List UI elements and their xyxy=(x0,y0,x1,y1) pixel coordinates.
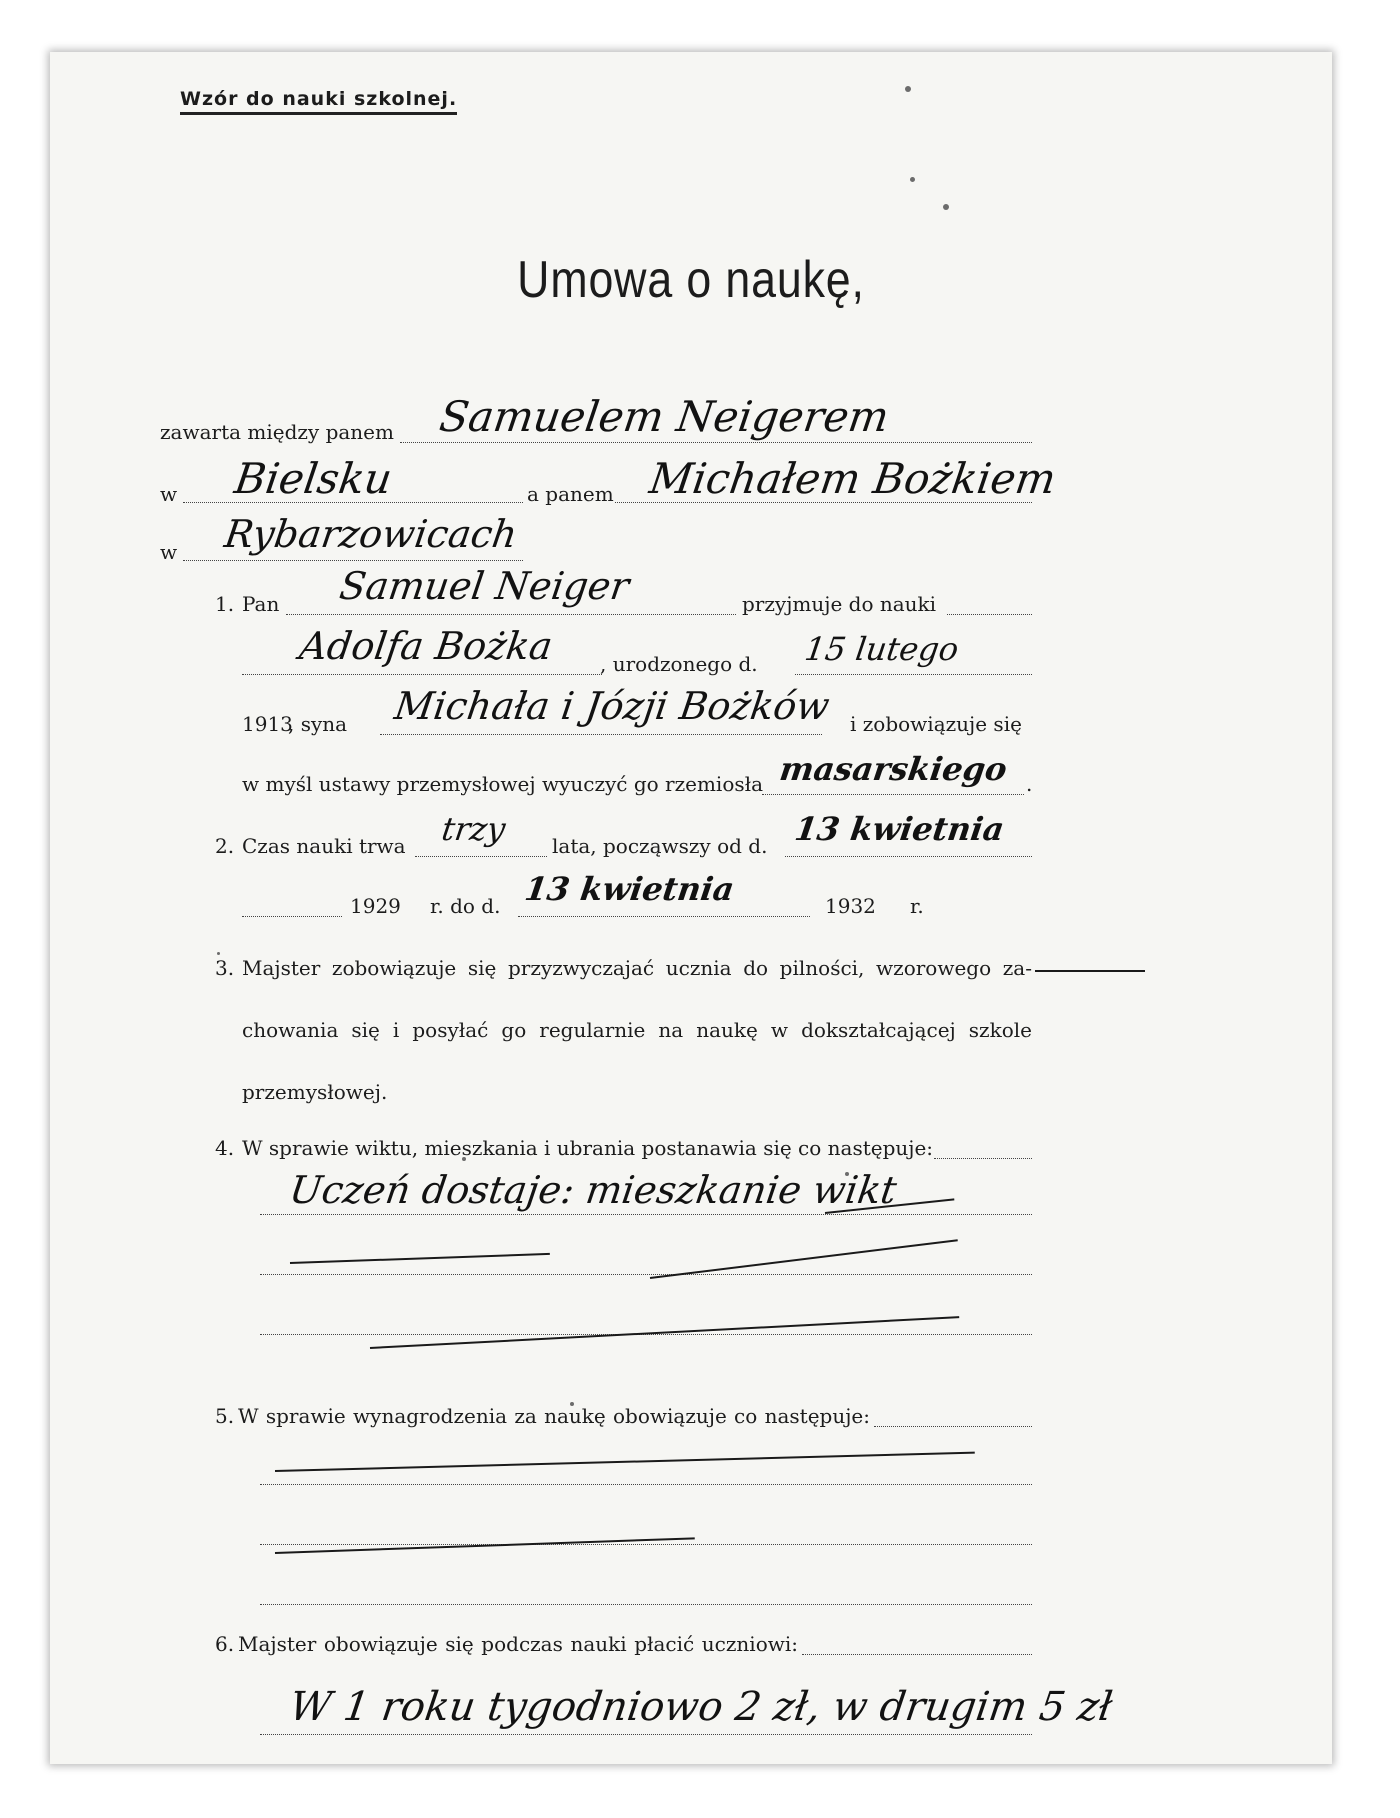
field-line xyxy=(934,1158,1032,1159)
p3-line-1: Majster zobowiązuje się przyzwyczajać ucznia do pilności, wzorowego za- xyxy=(242,956,1032,980)
field-line xyxy=(795,674,1032,675)
master-name-field: Samuelem Neigerem xyxy=(436,392,892,441)
field-line xyxy=(947,614,1032,615)
field-line xyxy=(400,442,1032,443)
p4-label: W sprawie wiktu, mieszkania i ubrania postanawia się co następuje: xyxy=(242,1136,934,1160)
field-line xyxy=(380,734,822,735)
p1-pan-label: Pan xyxy=(242,592,280,616)
p1-end-dot: . xyxy=(1026,772,1033,796)
p1-birth-date-field: 15 lutego xyxy=(802,630,961,668)
paper-speck xyxy=(910,177,915,182)
p1-trade-field: masarskiego xyxy=(777,750,1010,788)
field-line xyxy=(802,1654,1032,1655)
p1-birth-year: 1913 xyxy=(242,712,293,736)
p3-line-3: przemysłowej. xyxy=(242,1080,388,1104)
field-line xyxy=(874,1426,1032,1427)
p2-end-date-field: 13 kwietnia xyxy=(522,870,737,908)
p6-label: Majster obowiązuje się podczas nauki płacić uczniowi: xyxy=(238,1632,798,1656)
p2-duration-field: trzy xyxy=(439,810,508,848)
p2-label: Czas nauki trwa xyxy=(242,834,406,858)
field-line xyxy=(415,856,547,857)
p2-number: 2. xyxy=(215,834,235,858)
w-label: w xyxy=(160,482,178,506)
paper-speck xyxy=(943,204,949,210)
field-line xyxy=(183,560,523,561)
master-town-field: Bielsku xyxy=(231,454,396,503)
field-line xyxy=(518,916,810,917)
p1-born-label: , urodzonego d. xyxy=(600,652,758,676)
document-title: Umowa o naukę, xyxy=(517,251,865,309)
and-label: a panem xyxy=(527,482,614,506)
p6-handwritten-field: W 1 roku tygodniowo 2 zł, w drugim 5 zł xyxy=(286,1684,1116,1730)
p2-r-label: r. xyxy=(910,894,924,918)
p5-number: 5. xyxy=(215,1404,235,1428)
field-line xyxy=(242,674,602,675)
field-line xyxy=(260,1214,1032,1215)
p2-years-from-label: lata, począwszy od d. xyxy=(552,834,768,858)
p2-start-date-field: 13 kwietnia xyxy=(792,810,1007,848)
handwritten-stroke xyxy=(275,1452,975,1472)
intro-label: zawarta między panem xyxy=(160,420,394,444)
p2-end-year: 1932 xyxy=(825,894,876,918)
w-label-2: w xyxy=(160,540,178,564)
paper-speck xyxy=(217,952,220,955)
field-line xyxy=(260,1274,1032,1275)
field-line xyxy=(260,1484,1032,1485)
field-line xyxy=(242,916,342,917)
field-line xyxy=(260,1734,1032,1735)
field-line xyxy=(785,856,1032,857)
paper-speck xyxy=(905,86,911,92)
p1-apprentice-field: Adolfa Bożka xyxy=(296,624,556,668)
father-town-field: Rybarzowicach xyxy=(221,512,520,556)
father-name-field: Michałem Bożkiem xyxy=(646,454,1059,503)
handwritten-stroke xyxy=(1035,970,1145,972)
field-line xyxy=(762,794,1024,795)
p1-parents-field: Michała i Józji Bożków xyxy=(391,684,833,728)
p4-number: 4. xyxy=(215,1136,235,1160)
field-line xyxy=(260,1544,1032,1545)
p4-handwritten-field: Uczeń dostaje: mieszkanie wikt xyxy=(286,1168,900,1212)
p1-accepts-label: przyjmuje do nauki xyxy=(742,592,937,616)
p1-number: 1. xyxy=(215,592,235,616)
p2-start-year: 1929 xyxy=(350,894,401,918)
p1-son-label: , syna xyxy=(288,712,348,736)
header-stamp: Wzór do nauki szkolnej. xyxy=(180,88,457,115)
p2-to-label: r. do d. xyxy=(430,894,501,918)
handwritten-stroke xyxy=(275,1537,695,1554)
p5-label: W sprawie wynagrodzenia za naukę obowiązuje co następuje: xyxy=(238,1404,870,1428)
p1-trade-text: w myśl ustawy przemysłowej wyuczyć go rzemiosła xyxy=(242,772,764,796)
field-line xyxy=(260,1604,1032,1605)
handwritten-stroke xyxy=(370,1316,959,1349)
p1-master-field: Samuel Neiger xyxy=(336,564,632,608)
p6-number: 6. xyxy=(215,1632,235,1656)
field-line xyxy=(286,614,736,615)
p3-number: 3. xyxy=(215,956,235,980)
handwritten-stroke xyxy=(290,1253,550,1264)
p3-line-2: chowania się i posyłać go regularnie na naukę w dokształcającej szkole xyxy=(242,1018,1032,1042)
p1-obliges-label: i zobowiązuje się xyxy=(850,712,1022,736)
document-sheet xyxy=(50,52,1332,1764)
